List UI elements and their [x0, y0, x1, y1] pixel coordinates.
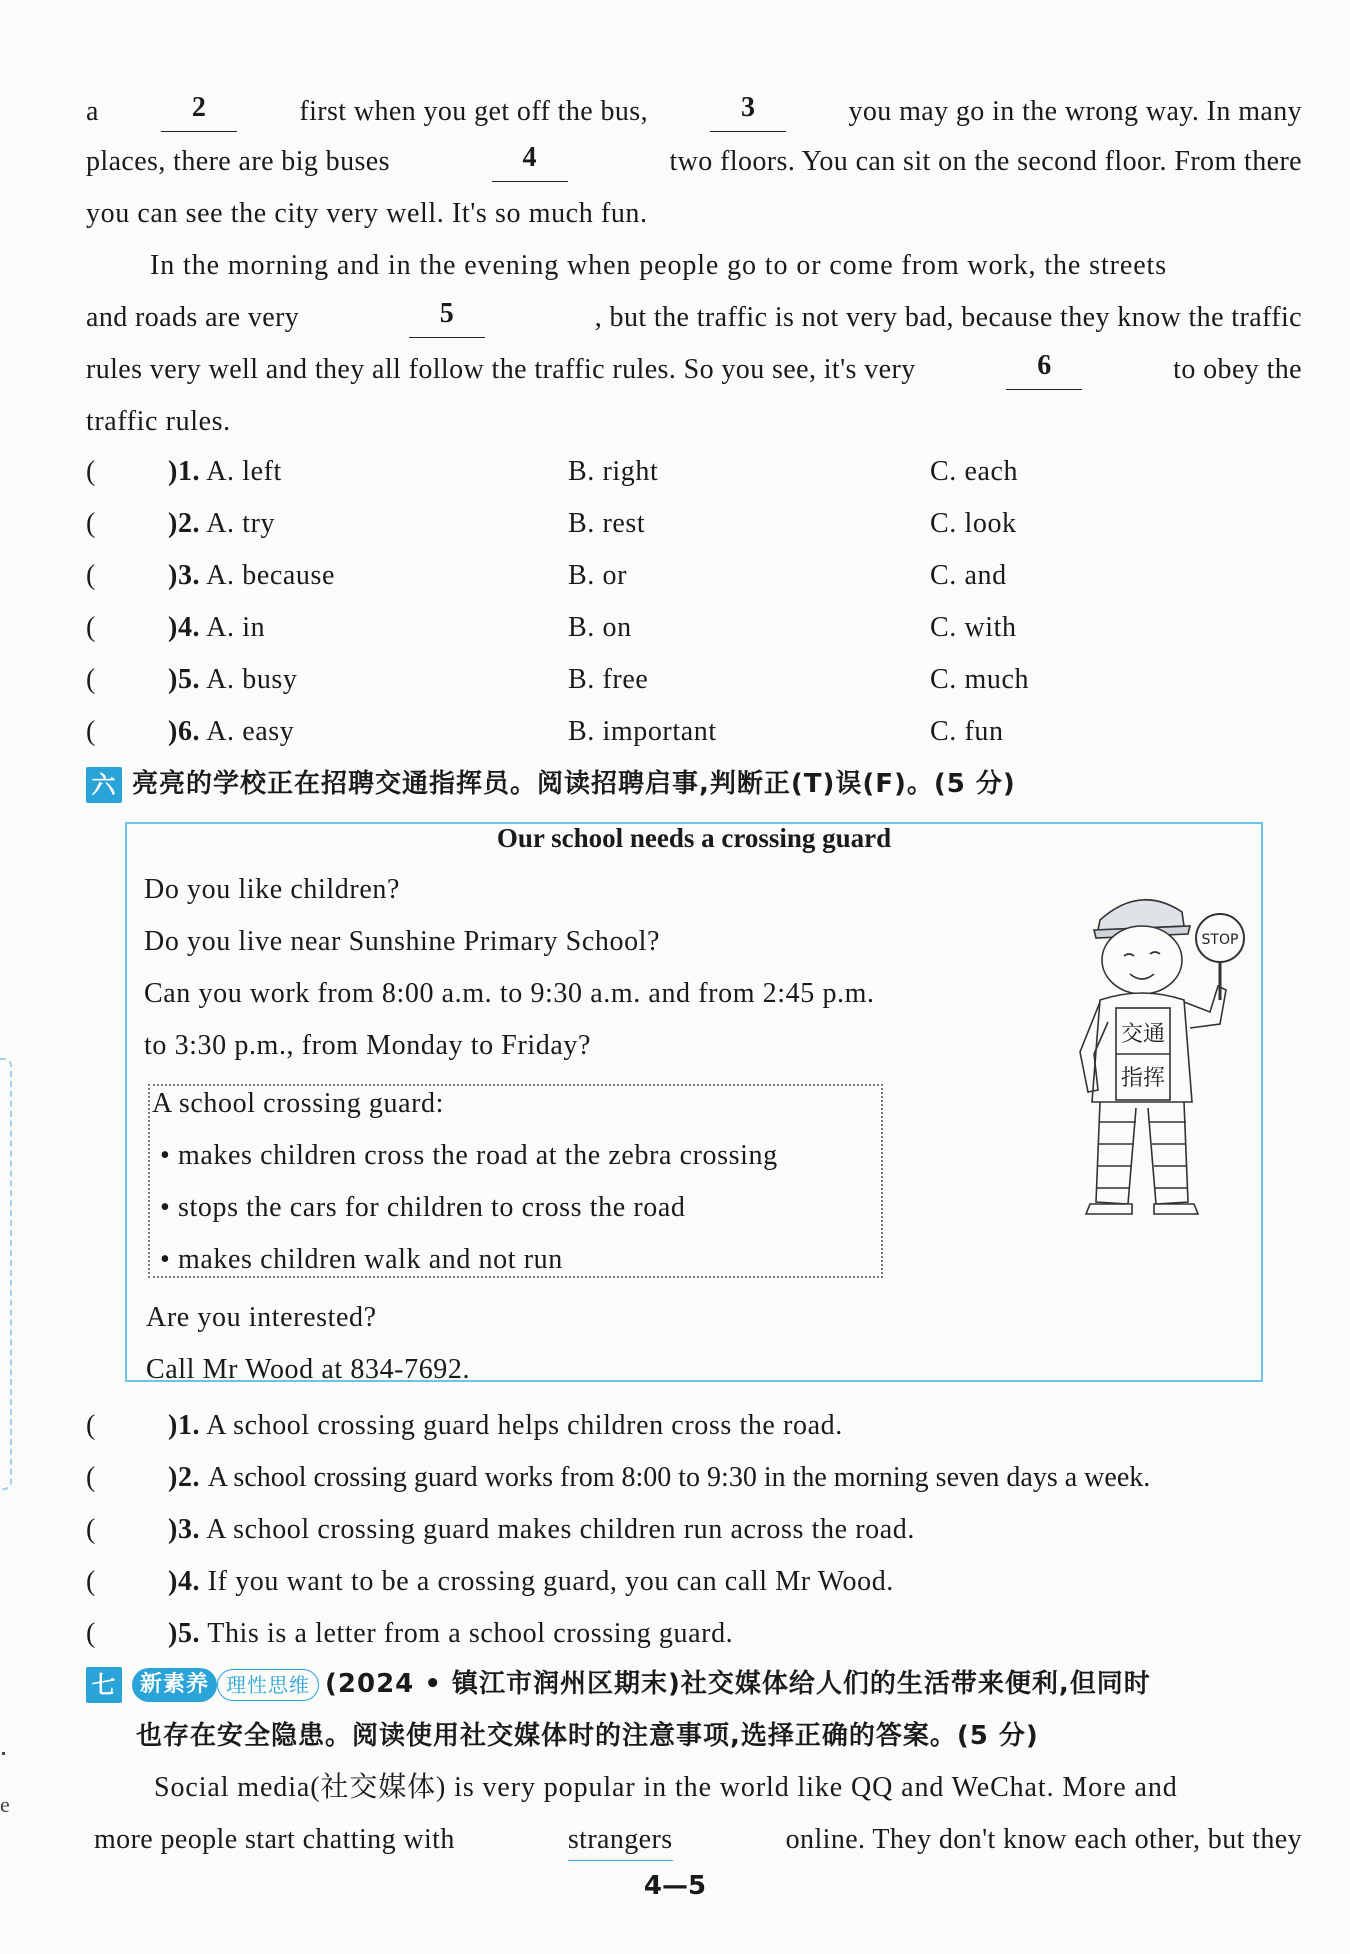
page-number: 4—5: [643, 1871, 707, 1901]
section-6-header: [86, 762, 1016, 806]
passage-text: In the morning and in the evening when people go to or come from work, the streets: [150, 250, 1167, 281]
option-row-4[interactable]: ( )4. A. in: [86, 612, 266, 643]
duty-3: • makes children walk and not run: [160, 1244, 563, 1275]
ad-closing-1: Are you interested?: [146, 1302, 377, 1333]
option-b-2[interactable]: B. rest: [568, 508, 646, 539]
section-7-header: [86, 1662, 1151, 1706]
duties-title: A school crossing guard:: [152, 1088, 445, 1119]
option-c-5[interactable]: C. much: [930, 664, 1030, 695]
stop-sign-text: STOP: [1201, 932, 1239, 948]
passage-line-4: [150, 246, 1302, 286]
blank-6: 6: [1006, 350, 1082, 390]
crossing-guard-illustration: [1060, 882, 1250, 1222]
passage-text: you may go in the wrong way. In many: [848, 96, 1302, 127]
ad-line-2: Do you live near Sunshine Primary School?: [144, 926, 661, 957]
passage-line-6: [86, 350, 1302, 390]
passage-line-1: [86, 92, 1302, 132]
section-7-paragraph-2: more people start chatting with strangers online. They don't know each other, but they: [94, 1820, 1302, 1861]
blank-4: 4: [492, 142, 568, 182]
section-7-tag: 新素养: [132, 1668, 217, 1702]
ad-line-3: Can you work from 8:00 a.m. to 9:30 a.m. and from 2:45 p.m.: [144, 978, 875, 1009]
passage-line-7: traffic rules.: [86, 406, 231, 437]
option-c-1[interactable]: C. each: [930, 456, 1019, 487]
duty-1: • makes children cross the road at the zebra crossing: [160, 1140, 778, 1171]
passage-text: and roads are very: [86, 302, 300, 333]
vest-text-1: 交通: [1120, 1022, 1166, 1047]
tf-question-3[interactable]: ( )3. A school crossing guard makes children run across the road.: [86, 1514, 915, 1545]
ad-line-4: to 3:30 p.m., from Monday to Friday?: [144, 1030, 592, 1061]
tf-question-1[interactable]: ( )1. A school crossing guard helps children cross the road.: [86, 1410, 843, 1441]
passage-text: rules very well and they all follow the traffic rules. So you see, it's very: [86, 354, 916, 385]
section-7-subtag: 理性思维: [217, 1669, 319, 1701]
section-7-paragraph-1: Social media(社交媒体) is very popular in the world like QQ and WeChat. More and: [154, 1772, 1178, 1803]
passage-line-5: [86, 298, 1302, 338]
underlined-word: strangers: [568, 1820, 673, 1861]
passage-text: to obey the: [1173, 354, 1302, 385]
option-row-1[interactable]: ( )1. A. left: [86, 456, 282, 487]
section-7-instruction-1: (2024 • 镇江市润州区期末)社交媒体给人们的生活带来便利,但同时: [325, 1669, 1151, 1699]
option-c-3[interactable]: C. and: [930, 560, 1007, 591]
option-row-5[interactable]: ( )5. A. busy: [86, 664, 298, 695]
tf-question-2[interactable]: ( )2. A school crossing guard works from 8:00 to 9:30 in the morning seven days a week.: [86, 1462, 1151, 1493]
section-6-icon: 六: [86, 767, 122, 803]
option-row-3[interactable]: ( )3. A. because: [86, 560, 336, 591]
blank-2: 2: [161, 92, 237, 132]
ad-title: Our school needs a crossing guard: [496, 823, 892, 853]
section-7-icon: 七: [86, 1667, 122, 1703]
passage-text: two floors. You can sit on the second floor. From there: [669, 146, 1302, 177]
passage-text: places, there are big buses: [86, 146, 390, 177]
option-c-6[interactable]: C. fun: [930, 716, 1004, 747]
option-row-2[interactable]: ( )2. A. try: [86, 508, 276, 539]
blank-5: 5: [409, 298, 485, 338]
option-b-5[interactable]: B. free: [568, 664, 649, 695]
ad-closing-2: Call Mr Wood at 834-7692.: [146, 1354, 471, 1385]
option-b-4[interactable]: B. on: [568, 612, 632, 643]
option-c-4[interactable]: C. with: [930, 612, 1017, 643]
option-b-6[interactable]: B. important: [568, 716, 717, 747]
passage-text: first when you get off the bus,: [299, 96, 648, 127]
tf-question-4[interactable]: ( )4. If you want to be a crossing guard, you can call Mr Wood.: [86, 1566, 894, 1597]
binding-margin: [0, 1058, 12, 1490]
duty-2: • stops the cars for children to cross the road: [160, 1192, 686, 1223]
tf-question-5[interactable]: ( )5. This is a letter from a school crossing guard.: [86, 1618, 734, 1649]
option-c-2[interactable]: C. look: [930, 508, 1017, 539]
option-b-1[interactable]: B. right: [568, 456, 659, 487]
passage-word: a: [86, 96, 99, 127]
section-6-instruction: 亮亮的学校正在招聘交通指挥员。阅读招聘启事,判断正(T)误(F)。(5 分): [132, 769, 1016, 799]
option-b-3[interactable]: B. or: [568, 560, 627, 591]
blank-3: 3: [710, 92, 786, 132]
passage-text: , but the traffic is not very bad, because they know the traffic: [594, 302, 1302, 333]
margin-letter: e: [0, 1792, 10, 1817]
passage-line-2: [86, 142, 1302, 182]
ad-line-1: Do you like children?: [144, 874, 400, 905]
margin-dot: [2, 1752, 5, 1755]
section-7-instruction-2: 也存在安全隐患。阅读使用社交媒体时的注意事项,选择正确的答案。(5 分): [136, 1721, 1039, 1751]
passage-line-3: you can see the city very well. It's so much fun.: [86, 198, 648, 229]
option-row-6[interactable]: ( )6. A. easy: [86, 716, 295, 747]
vest-text-2: 指挥: [1120, 1066, 1166, 1091]
